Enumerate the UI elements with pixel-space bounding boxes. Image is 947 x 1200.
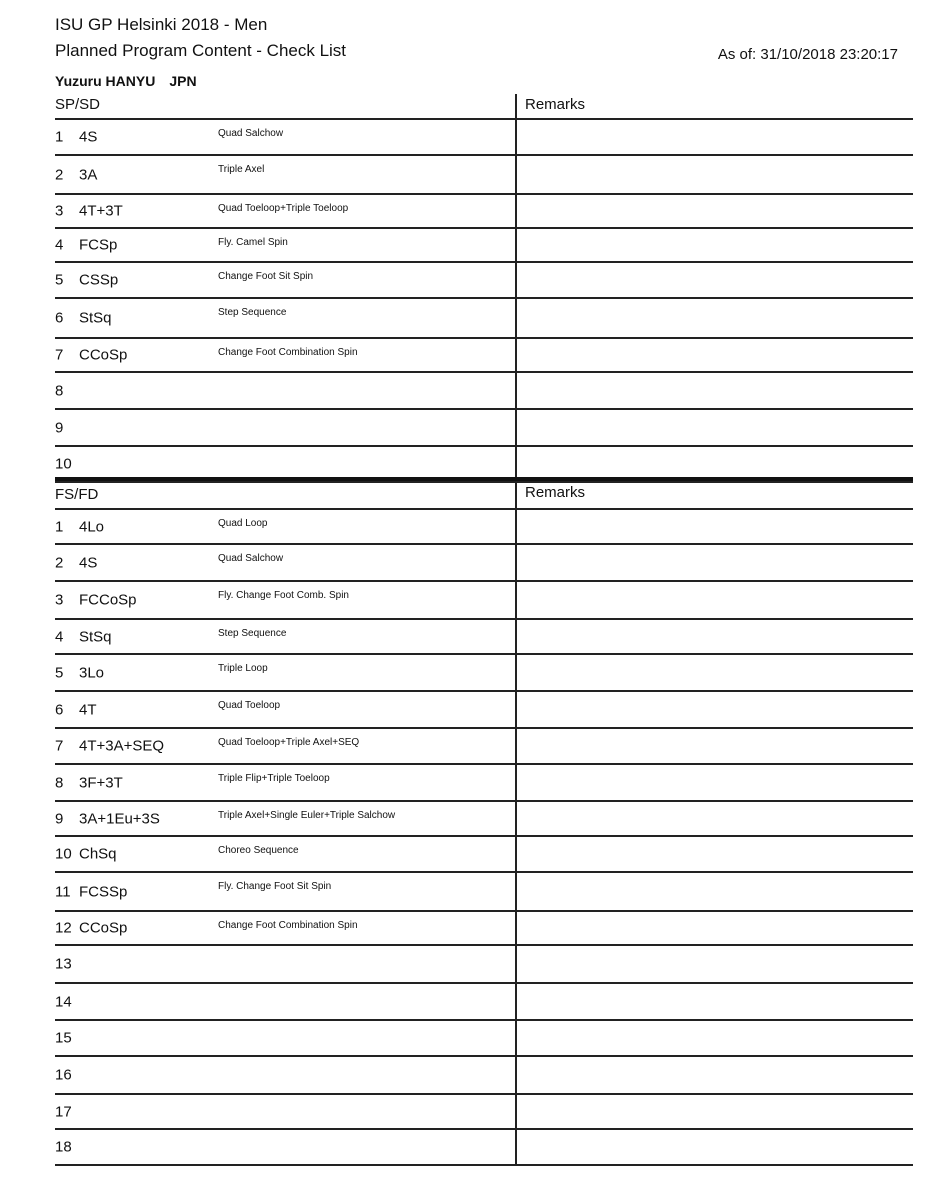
fs-section-label: FS/FD (55, 486, 99, 503)
element-description: Quad Salchow (218, 553, 284, 564)
row-number: 4 (55, 236, 64, 254)
element-code: 4T (79, 701, 97, 718)
table-row (55, 837, 913, 873)
row-number: 12 (55, 919, 72, 937)
element-code: CCoSp (79, 346, 128, 364)
element-code: 4S (79, 128, 98, 146)
table-row (55, 620, 913, 655)
table-row (55, 946, 913, 984)
element-description: Quad Toeloop+Triple Toeloop (218, 203, 349, 214)
element-description: Fly. Change Foot Comb. Spin (218, 590, 349, 601)
row-number: 6 (55, 701, 64, 718)
sp-section (55, 94, 913, 483)
row-number: 8 (55, 382, 64, 399)
row-number: 3 (55, 591, 64, 609)
element-code: 4T+3T (79, 202, 123, 220)
row-number: 16 (55, 1066, 72, 1084)
element-description: Change Foot Combination Spin (218, 920, 358, 931)
element-description: Triple Axel+Single Euler+Triple Salchow (218, 810, 396, 821)
table-row (55, 873, 913, 912)
row-number: 17 (55, 1103, 72, 1120)
row-number: 10 (55, 455, 72, 473)
element-code: CCoSp (79, 919, 128, 937)
fs-remarks-header: Remarks (525, 484, 586, 501)
row-number: 7 (55, 346, 64, 364)
element-code: 4S (79, 554, 98, 571)
row-number: 13 (55, 955, 72, 973)
row-number: 7 (55, 737, 64, 755)
table-row (55, 156, 913, 195)
row-number: 18 (55, 1138, 72, 1156)
row-number: 1 (55, 128, 64, 146)
element-description: Triple Loop (218, 663, 268, 674)
element-code: FCSp (79, 236, 118, 254)
element-code: 3Lo (79, 664, 105, 681)
sp-section-label: SP/SD (55, 96, 101, 113)
table-row (55, 582, 913, 620)
row-number: 11 (55, 883, 71, 900)
row-number: 3 (55, 202, 64, 220)
table-row (55, 373, 913, 410)
table-row (55, 1057, 913, 1095)
document-subtitle: Planned Program Content - Check List (55, 41, 347, 60)
element-description: Change Foot Sit Spin (218, 271, 314, 282)
element-code: FCSSp (79, 883, 128, 900)
table-row (55, 655, 913, 692)
table-row (55, 802, 913, 837)
row-number: 5 (55, 271, 64, 289)
athlete-info (55, 73, 197, 89)
table-row (55, 545, 913, 582)
table-row (55, 229, 913, 263)
row-number: 2 (55, 166, 64, 183)
element-description: Choreo Sequence (218, 845, 299, 856)
event-title: ISU GP Helsinki 2018 - Men (55, 15, 268, 34)
table-row (55, 339, 913, 373)
element-description: Fly. Change Foot Sit Spin (218, 881, 332, 892)
element-code: StSq (79, 628, 112, 645)
row-number: 14 (55, 993, 72, 1010)
element-code: FCCoSp (79, 591, 137, 609)
row-number: 10 (55, 845, 72, 863)
element-code: 4T+3A+SEQ (79, 737, 165, 755)
athlete-name: Yuzuru HANYU (55, 73, 156, 89)
row-number: 9 (55, 419, 64, 436)
document-header (55, 14, 905, 66)
element-code: CSSp (79, 271, 119, 289)
element-code: 3A (79, 166, 98, 183)
element-description: Change Foot Combination Spin (218, 347, 358, 358)
element-code: StSq (79, 309, 112, 327)
sp-section-header (55, 94, 913, 120)
element-code: 4Lo (79, 518, 105, 535)
table-row (55, 984, 913, 1021)
table-row (55, 510, 913, 545)
row-number: 5 (55, 664, 64, 681)
table-row (55, 1021, 913, 1057)
table-row (55, 410, 913, 447)
element-description: Quad Loop (218, 518, 268, 529)
table-row (55, 263, 913, 299)
athlete-nation: JPN (169, 73, 197, 89)
element-code: 3F+3T (79, 774, 123, 791)
element-code: 3A+1Eu+3S (79, 810, 160, 827)
table-row (55, 1095, 913, 1130)
element-description: Fly. Camel Spin (218, 237, 288, 248)
row-number: 9 (55, 810, 64, 827)
element-code: ChSq (79, 845, 117, 863)
element-description: Step Sequence (218, 307, 287, 318)
table-row (55, 195, 913, 229)
row-number: 15 (55, 1029, 72, 1047)
fs-section-header (55, 482, 913, 510)
element-description: Step Sequence (218, 628, 287, 639)
table-row (55, 692, 913, 729)
table-row (55, 765, 913, 802)
table-row (55, 1130, 913, 1166)
element-description: Quad Salchow (218, 128, 284, 139)
row-number: 2 (55, 554, 64, 571)
table-row (55, 729, 913, 765)
as-of-timestamp: As of: 31/10/2018 23:20:17 (717, 46, 898, 63)
element-description: Triple Flip+Triple Toeloop (218, 773, 330, 784)
row-number: 6 (55, 309, 64, 327)
element-description: Triple Axel (218, 164, 265, 175)
row-number: 4 (55, 628, 64, 645)
row-number: 1 (55, 518, 64, 535)
table-row (55, 120, 913, 156)
row-number: 8 (55, 774, 64, 791)
table-row (55, 299, 913, 339)
element-description: Quad Toeloop+Triple Axel+SEQ (218, 737, 360, 748)
fs-section (55, 482, 913, 1166)
element-description: Quad Toeloop (218, 700, 281, 711)
table-row (55, 912, 913, 946)
sp-remarks-header: Remarks (525, 96, 586, 113)
section-separator (55, 477, 913, 481)
